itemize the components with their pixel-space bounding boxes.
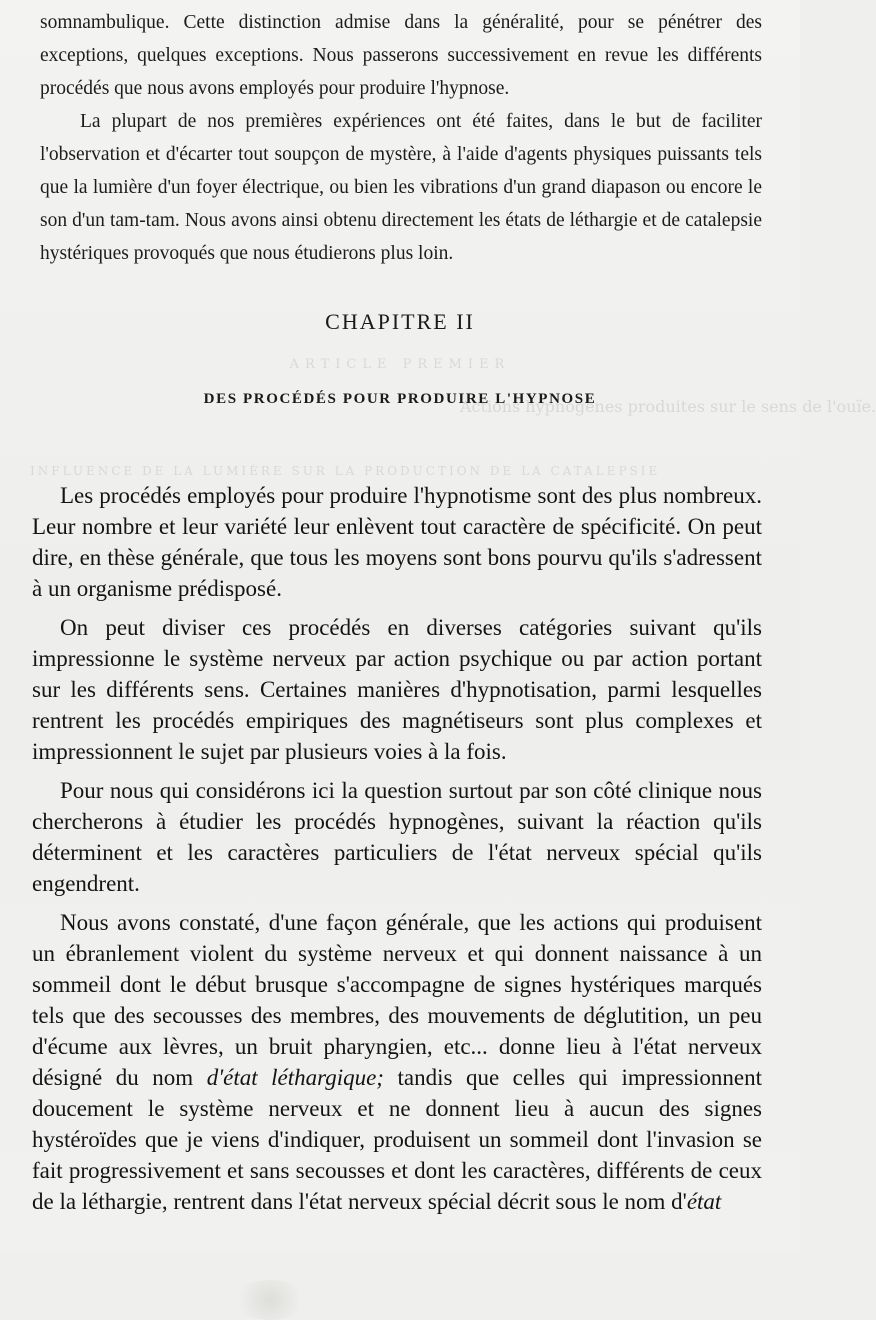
body-paragraph [32, 907, 762, 1217]
body-text-run: Nous avons constaté, d'une façon générale, que les actions qui produisent un ébranlement violent du système nerveux et qui donnent naissance à un sommeil dont le début brusque s'accompagne de signes hystériques marqués tels que des secousses des membres, des mouvements de déglutition, un peu d'écume aux lèvres, un bruit pharyngien, etc... donne lieu à l'état nerveux désigné du nom [32, 910, 762, 1090]
top-paragraph: somnambulique. Cette distinction admise dans la généralité, pour se pénétrer des exceptions, quelques exceptions. Nous passerons successivement en revue les différents procédés que nous avons employés pour produire l'hypnose. [40, 12, 762, 99]
body-text-block [32, 480, 762, 1225]
body-paragraph: Pour nous qui considérons ici la question surtout par son côté clinique nous chercherons à étudier les procédés hypnogènes, suivant la réaction qu'ils déterminent et les caractères particuliers de l'état nerveux spécial qu'ils engendrent. [32, 778, 762, 896]
chapter-heading: CHAPITRE II [325, 309, 475, 334]
body-paragraph: Les procédés employés pour produire l'hypnotisme sont des plus nombreux. Leur nombre et leur variété leur enlèvent tout caractère de spécificité. On peut dire, en thèse générale, que tous les moyens sont bons pourvu qu'ils s'adressent à un organisme prédisposé. [32, 483, 762, 601]
show-through-subheading: Actions hypnogènes produites sur le sens de l'ouïe. [460, 397, 876, 416]
top-text-block [40, 6, 762, 270]
page-stain [230, 1280, 310, 1320]
italic-term: d'état léthargique; [206, 1065, 384, 1090]
body-paragraph: On peut diviser ces procédés en diverses catégories suivant qu'ils impressionne le système nerveux par action psychique ou par action portant sur les différents sens. Certaines manières d'hypnotisation, parmi lesquelles rentrent les procédés empiriques des magnétiseurs sont plus complexes et impressionnent le sujet par plusieurs voies à la fois. [32, 615, 762, 764]
top-paragraph: La plupart de nos premières expériences ont été faites, dans le but de faciliter l'observation et d'écarter tout soupçon de mystère, à l'aide d'agents physiques puissants tels que la lumière d'un foyer électrique, ou bien les vibrations d'un grand diapason ou encore le son d'un tam-tam. Nous avons ainsi obtenu directement les états de léthargie et de catalepsie hystériques provoqués que nous étudierons plus loin. [40, 111, 762, 264]
show-through-caption: INFLUENCE DE LA LUMIÈRE SUR LA PRODUCTION DE LA CATALEPSIE [30, 464, 661, 478]
body-text-run: tandis que celles qui impressionnent doucement le système nerveux et ne donnent lieu à aucun des signes hystéroïdes que je viens d'indiquer, produisent un sommeil dont l'invasion se fait progressivement et sans secousses et dont les caractères, différents de ceux de la léthargie, rentrent dans l'état nerveux spécial décrit sous le nom d' [32, 1065, 762, 1214]
show-through-heading: ARTICLE PREMIER [289, 357, 511, 372]
section-heading: DES PROCÉDÉS POUR PRODUIRE L'HYPNOSE [203, 391, 597, 407]
italic-term: état [686, 1189, 722, 1214]
